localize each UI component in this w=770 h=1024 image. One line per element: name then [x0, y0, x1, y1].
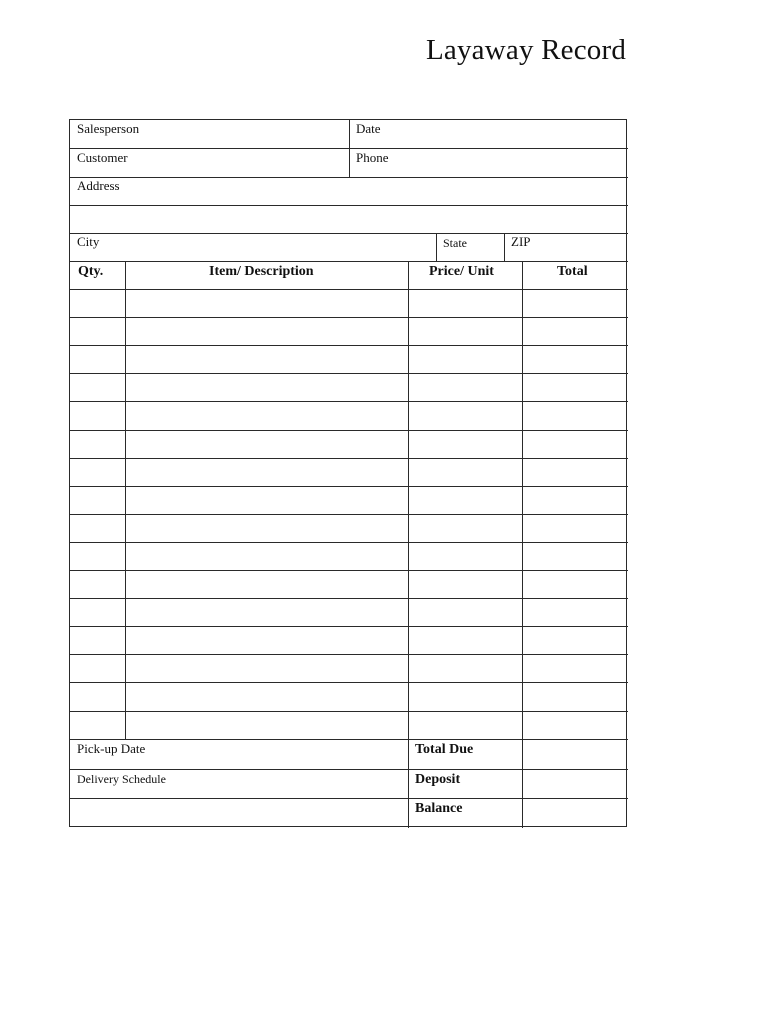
table-row [70, 486, 628, 514]
price-unit-cell[interactable] [408, 514, 522, 542]
price-unit-cell[interactable] [408, 570, 522, 598]
address-label: Address [77, 178, 120, 193]
table-row [70, 598, 628, 626]
qty-cell[interactable] [70, 317, 125, 345]
total-cell[interactable] [522, 345, 628, 373]
price-unit-cell[interactable] [408, 654, 522, 682]
qty-cell[interactable] [70, 289, 125, 317]
qty-cell[interactable] [70, 373, 125, 401]
qty-cell[interactable] [70, 542, 125, 570]
zip-label: ZIP [511, 234, 531, 249]
item-description-cell[interactable] [125, 542, 408, 570]
qty-cell[interactable] [70, 458, 125, 486]
qty-cell[interactable] [70, 654, 125, 682]
price-unit-cell[interactable] [408, 345, 522, 373]
column-header-item-description: Item/ Description [209, 264, 314, 279]
layaway-form [69, 119, 627, 827]
qty-cell[interactable] [70, 514, 125, 542]
customer-label: Customer [77, 150, 128, 165]
city-field[interactable] [70, 234, 436, 261]
column-header-price-unit: Price/ Unit [429, 264, 494, 279]
total-due-label: Total Due [415, 742, 474, 757]
date-label: Date [356, 121, 381, 136]
price-unit-cell[interactable] [408, 626, 522, 654]
qty-cell[interactable] [70, 486, 125, 514]
qty-cell[interactable] [70, 430, 125, 458]
price-unit-cell[interactable] [408, 289, 522, 317]
price-unit-cell[interactable] [408, 711, 522, 739]
salesperson-field[interactable] [70, 120, 349, 148]
table-row [70, 373, 628, 401]
table-row [70, 626, 628, 654]
qty-cell[interactable] [70, 345, 125, 373]
item-description-cell[interactable] [125, 430, 408, 458]
total-cell[interactable] [522, 711, 628, 739]
table-row [70, 711, 628, 739]
customer-field[interactable] [70, 149, 349, 177]
item-description-cell[interactable] [125, 401, 408, 429]
deposit-field[interactable] [522, 771, 628, 799]
price-unit-cell[interactable] [408, 598, 522, 626]
salesperson-label: Salesperson [77, 121, 140, 136]
column-header-qty: Qty. [78, 264, 104, 279]
item-description-cell[interactable] [125, 345, 408, 373]
price-unit-cell[interactable] [408, 542, 522, 570]
table-row [70, 570, 628, 598]
total-cell[interactable] [522, 317, 628, 345]
item-description-cell[interactable] [125, 711, 408, 739]
table-row [70, 289, 628, 317]
table-row [70, 430, 628, 458]
item-description-cell[interactable] [125, 458, 408, 486]
table-row [70, 317, 628, 345]
column-header-total: Total [557, 264, 588, 279]
total-cell[interactable] [522, 289, 628, 317]
price-unit-cell[interactable] [408, 682, 522, 710]
item-description-cell[interactable] [125, 598, 408, 626]
phone-label: Phone [356, 150, 389, 165]
state-field[interactable] [437, 234, 504, 261]
item-description-cell[interactable] [125, 626, 408, 654]
table-row [70, 514, 628, 542]
table-row [70, 682, 628, 710]
total-cell[interactable] [522, 401, 628, 429]
total-cell[interactable] [522, 570, 628, 598]
delivery-schedule-field[interactable] [70, 771, 408, 828]
price-unit-cell[interactable] [408, 430, 522, 458]
total-due-field[interactable] [522, 741, 628, 770]
qty-cell[interactable] [70, 570, 125, 598]
pickup-date-field[interactable] [70, 741, 408, 770]
total-cell[interactable] [522, 514, 628, 542]
zip-field[interactable] [505, 234, 628, 261]
item-description-cell[interactable] [125, 654, 408, 682]
price-unit-cell[interactable] [408, 317, 522, 345]
table-row [70, 654, 628, 682]
qty-cell[interactable] [70, 598, 125, 626]
price-unit-cell[interactable] [408, 486, 522, 514]
qty-cell[interactable] [70, 711, 125, 739]
city-label: City [77, 234, 100, 249]
total-cell[interactable] [522, 682, 628, 710]
item-description-cell[interactable] [125, 682, 408, 710]
qty-cell[interactable] [70, 626, 125, 654]
price-unit-cell[interactable] [408, 373, 522, 401]
divider [70, 798, 628, 799]
address-field[interactable] [70, 178, 628, 233]
total-cell[interactable] [522, 458, 628, 486]
table-row [70, 458, 628, 486]
item-description-cell[interactable] [125, 373, 408, 401]
total-cell[interactable] [522, 486, 628, 514]
date-field[interactable] [350, 120, 628, 148]
item-description-cell[interactable] [125, 289, 408, 317]
total-cell[interactable] [522, 654, 628, 682]
divider [70, 261, 628, 262]
item-description-cell[interactable] [125, 486, 408, 514]
total-cell[interactable] [522, 598, 628, 626]
state-label: State [443, 236, 467, 250]
page-title: Layaway Record [426, 34, 627, 66]
total-cell[interactable] [522, 542, 628, 570]
balance-label: Balance [415, 801, 463, 816]
item-description-cell[interactable] [125, 514, 408, 542]
balance-field[interactable] [522, 800, 628, 828]
table-row [70, 542, 628, 570]
total-cell[interactable] [522, 626, 628, 654]
item-description-cell[interactable] [125, 317, 408, 345]
qty-cell[interactable] [70, 401, 125, 429]
total-cell[interactable] [522, 430, 628, 458]
divider [70, 739, 628, 740]
price-unit-cell[interactable] [408, 458, 522, 486]
divider [70, 769, 628, 770]
table-row [70, 345, 628, 373]
phone-field[interactable] [350, 149, 628, 177]
delivery-schedule-label: Delivery Schedule [77, 772, 166, 786]
total-cell[interactable] [522, 373, 628, 401]
price-unit-cell[interactable] [408, 401, 522, 429]
qty-cell[interactable] [70, 682, 125, 710]
deposit-label: Deposit [415, 772, 461, 787]
pickup-date-label: Pick-up Date [77, 741, 146, 756]
table-row [70, 401, 628, 429]
item-description-cell[interactable] [125, 570, 408, 598]
